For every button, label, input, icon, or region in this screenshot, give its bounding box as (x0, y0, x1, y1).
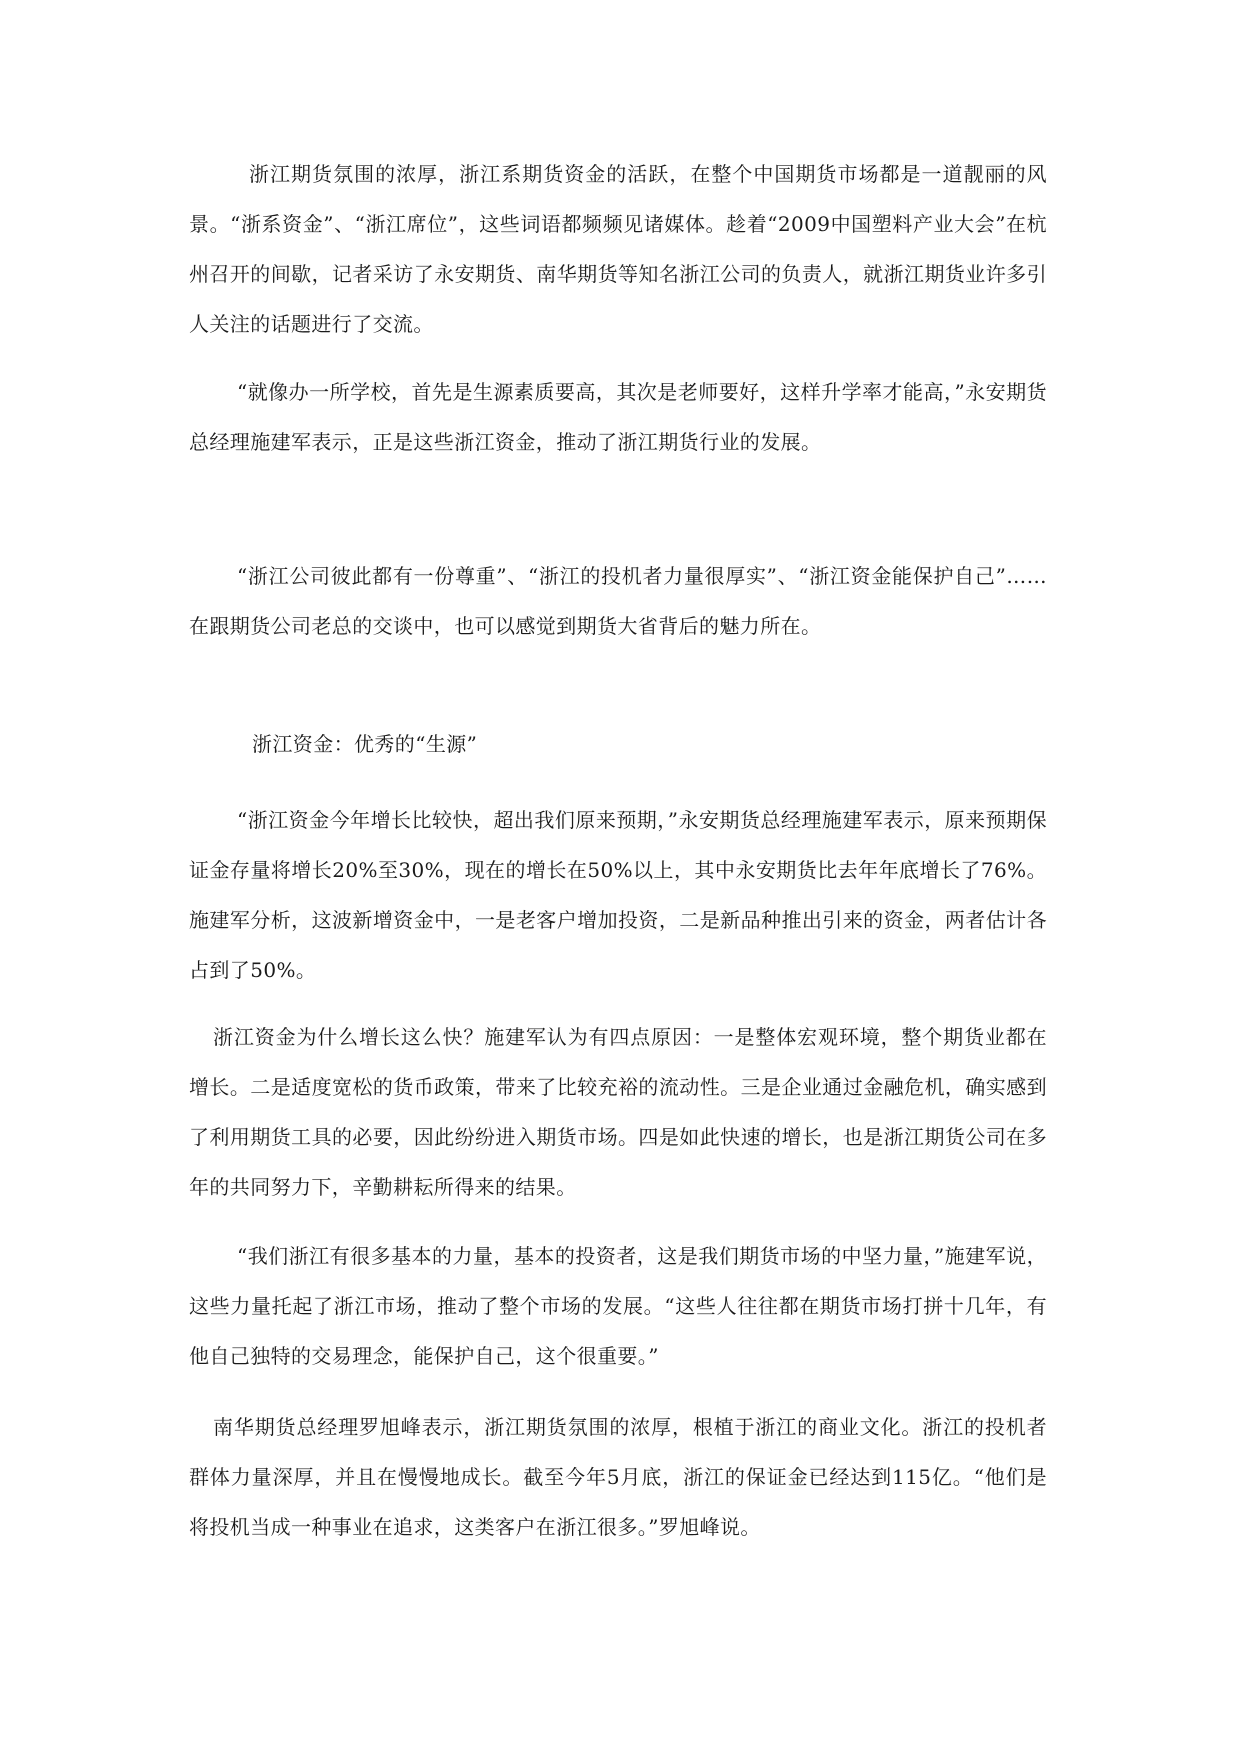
paragraph-respect-quotes: “浙江公司彼此都有一份尊重”、“浙江的投机者力量很厚实”、“浙江资金能保护自己”……在跟期货公司老总的交谈中，也可以感觉到期货大省背后的魅力所在。 (189, 564, 1047, 638)
paragraph-fund-growth: “浙江资金今年增长比较快，超出我们原来预期，”永安期货总经理施建军表示，原来预期保证金存量将增长20%至30%，现在的增长在50%以上，其中永安期货比去年年底增长了76%。施建军分析，这波新增资金中，一是老客户增加投资，二是新品种推出引来的资金，两者估计各占到了50%。 (189, 808, 1047, 982)
paragraph-intro: 浙江期货氛围的浓厚，浙江系期货资金的活跃，在整个中国期货市场都是一道靓丽的风景。“浙系资金”、“浙江席位”，这些词语都频频见诸媒体。趁着“2009中国塑料产业大会”在杭州召开的间歇，记者采访了永安期货、南华期货等知名浙江公司的负责人，就浙江期货业许多引人关注的话题进行了交流。 (189, 162, 1047, 336)
section-heading: 浙江资金：优秀的“生源” (252, 732, 478, 756)
paragraph-nanhua-quote: 南华期货总经理罗旭峰表示，浙江期货氛围的浓厚，根植于浙江的商业文化。浙江的投机者群体力量深厚，并且在慢慢地成长。截至今年5月底，浙江的保证金已经达到115亿。“他们是将投机当成一种事业在追求，这类客户在浙江很多。”罗旭峰说。 (189, 1415, 1047, 1539)
paragraph-four-reasons: 浙江资金为什么增长这么快？施建军认为有四点原因：一是整体宏观环境，整个期货业都在增长。二是适度宽松的货币政策，带来了比较充裕的流动性。三是企业通过金融危机，确实感到了利用期货工具的必要，因此纷纷进入期货市场。四是如此快速的增长，也是浙江期货公司在多年的共同努力下，辛勤耕耘所得来的结果。 (189, 1025, 1047, 1199)
paragraph-school-quote: “就像办一所学校，首先是生源素质要高，其次是老师要好，这样升学率才能高，”永安期货总经理施建军表示，正是这些浙江资金，推动了浙江期货行业的发展。 (189, 380, 1047, 454)
paragraph-core-strength: “我们浙江有很多基本的力量，基本的投资者，这是我们期货市场的中坚力量，”施建军说，这些力量托起了浙江市场，推动了整个市场的发展。“这些人往往都在期货市场打拼十几年，有他自己独特的交易理念，能保护自己，这个很重要。” (189, 1244, 1047, 1368)
